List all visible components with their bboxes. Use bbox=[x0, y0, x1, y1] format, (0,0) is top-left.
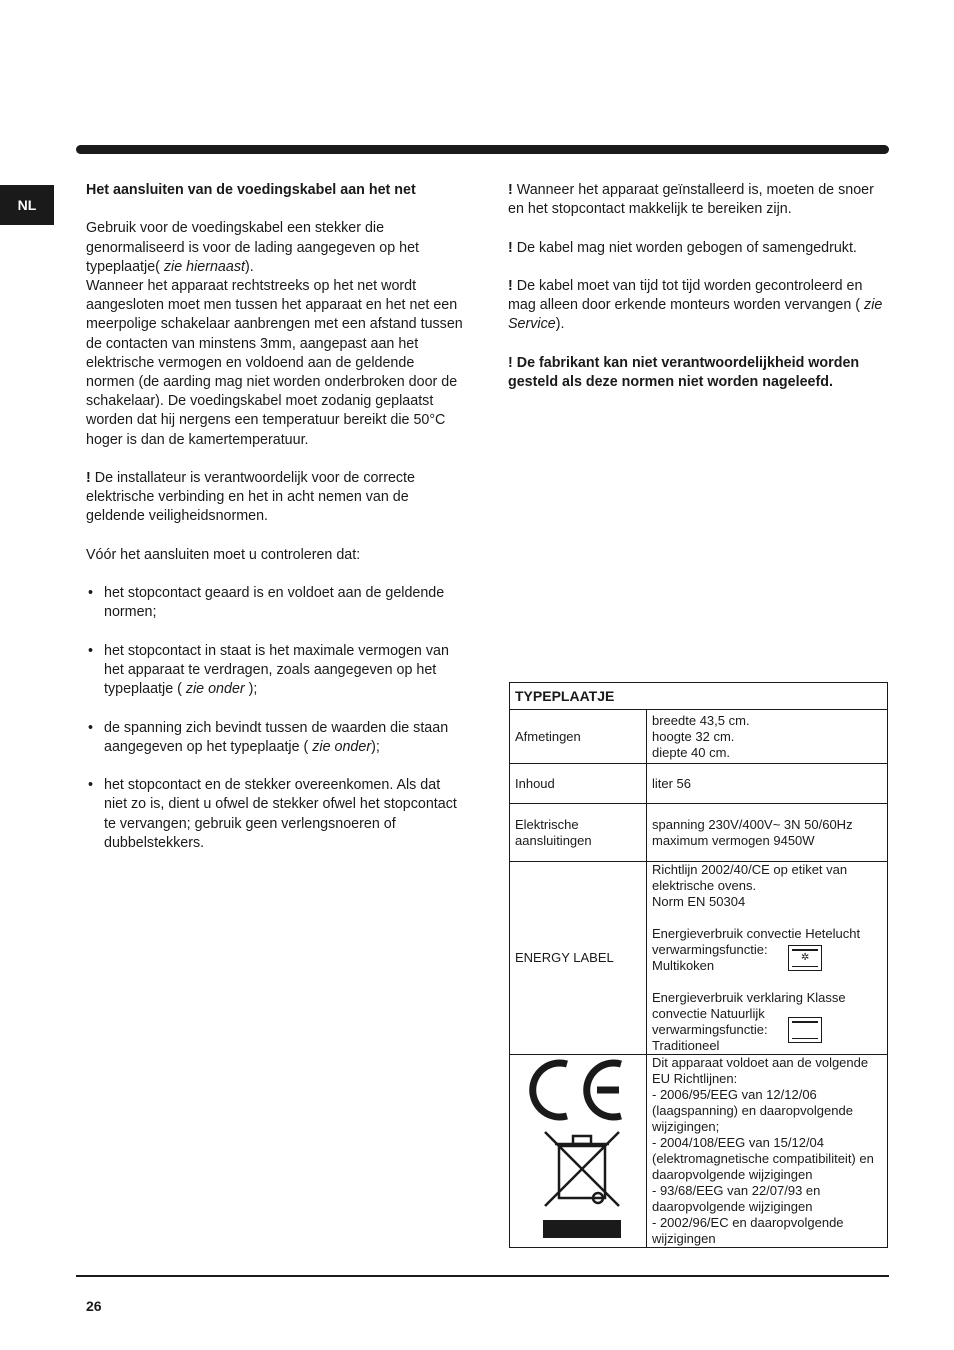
paragraph-check: Vóór het aansluiten moet u controleren dat: bbox=[86, 546, 361, 563]
text-line: - 2006/95/EEG van 12/12/06 (laagspanning) en daaropvolgende wijzigingen; bbox=[652, 1087, 853, 1134]
spacer bbox=[652, 910, 883, 926]
volume-value: liter 56 bbox=[647, 764, 888, 804]
text-span: ); bbox=[371, 738, 380, 755]
text-line: aansluitingen bbox=[515, 832, 592, 848]
text-span: ). bbox=[555, 316, 565, 333]
text-block bbox=[652, 942, 768, 974]
text-line: - 2002/96/EC en daaropvolgende wijzigingen bbox=[652, 1215, 844, 1246]
list-item bbox=[86, 642, 466, 700]
ce-weee-marks bbox=[515, 1056, 635, 1242]
fan-oven-icon bbox=[788, 945, 822, 971]
text-span: De installateur is verantwoordelijk voor de correcte elektrische verbinding en het in acht nemen van de geldende veiligheidsnormen. bbox=[86, 470, 415, 525]
text-line: Dit apparaat voldoet aan de volgende EU Richtlijnen: bbox=[652, 1055, 869, 1086]
table-row bbox=[510, 764, 888, 804]
electric-value bbox=[647, 804, 888, 862]
warning-mark: ! bbox=[86, 470, 91, 487]
text-line: verwarmingsfunctie: bbox=[652, 942, 768, 957]
text-em: zie onder bbox=[312, 738, 372, 755]
language-label: NL bbox=[17, 197, 37, 213]
text-span: De kabel moet van tijd tot tijd worden gecontroleerd en mag alleen door erkende monteurs worden vervangen ( bbox=[508, 277, 865, 314]
ce-mark-icon bbox=[533, 1063, 621, 1117]
text-line: Richtlijn 2002/40/CE op etiket van elektrische ovens. bbox=[652, 862, 848, 893]
text-line: - 93/68/EEG van 22/07/93 en daaropvolgende wijzigingen bbox=[652, 1183, 821, 1214]
energy-value bbox=[647, 862, 888, 1055]
weee-bar bbox=[543, 1220, 621, 1238]
list-item bbox=[86, 719, 466, 757]
warning-mark: ! bbox=[508, 354, 513, 371]
paragraph-switch: Wanneer het apparaat rechtstreeks op het net wordt aangesloten moet men tussen het apparaat en het net een meerpolige schakelaar aanbrengen met een afstand tussen de contacten van minstens 3mm, aangepast aan het elektrische vermogen en voldoend aan de geldende normen (de aarding mag niet worden onderbroken door de schakelaar). De voedingskabel moet zodanig geplaatst worden dat hij nergens een temperatuur bereikt die 50°C hoger is dan de kamertemperatuur. bbox=[86, 278, 463, 448]
spacer bbox=[652, 974, 883, 990]
text-span: het stopcontact in staat is het maximale vermogen van het apparaat te verdragen, zoals aangegeven op het typeplaatje ( bbox=[104, 642, 449, 698]
dims-height: hoogte 32 cm. bbox=[652, 728, 735, 744]
list-item: • het stopcontact geaard is en voldoet aan de geldende normen; bbox=[86, 584, 466, 622]
right-column bbox=[508, 181, 888, 411]
text-line: Norm EN 50304 bbox=[652, 894, 746, 909]
paragraph-installer bbox=[86, 469, 466, 527]
paragraph-inspect bbox=[508, 277, 888, 335]
paragraph-accessible bbox=[508, 181, 888, 219]
text-line: Energieverbruik convectie Hetelucht bbox=[652, 926, 861, 941]
typeplate-title: TYPEPLAATJE bbox=[510, 683, 888, 710]
warning-mark: ! bbox=[508, 277, 513, 294]
text-line: Traditioneel bbox=[652, 1038, 720, 1053]
text-em: zie hiernaast bbox=[163, 258, 245, 275]
paragraph-liability bbox=[508, 354, 888, 392]
top-rule bbox=[76, 145, 889, 154]
text-line: Energieverbruik verklaring Klasse bbox=[652, 990, 846, 1005]
table-row bbox=[510, 710, 888, 764]
text-block bbox=[652, 1006, 768, 1054]
page-number: 26 bbox=[86, 1298, 102, 1314]
text-span: de spanning zich bevindt tussen de waarden die staan aangegeven op het typeplaatje ( bbox=[104, 719, 449, 755]
voltage-text: spanning 230V/400V~ 3N 50/60Hz bbox=[652, 816, 853, 832]
marks-cell bbox=[510, 1055, 647, 1248]
electric-label bbox=[510, 804, 647, 862]
text-line: verwarmingsfunctie: bbox=[652, 1022, 768, 1037]
text-em: zie Service bbox=[508, 297, 883, 333]
table-row bbox=[510, 804, 888, 862]
warning-mark: ! bbox=[508, 182, 513, 198]
warning-mark: ! bbox=[508, 239, 513, 256]
left-column bbox=[86, 181, 466, 872]
dims-value bbox=[647, 710, 888, 764]
table-row bbox=[510, 1055, 888, 1248]
typeplate-table bbox=[509, 682, 888, 1248]
fan-icon: ✲ bbox=[801, 952, 810, 963]
text-span: Wanneer het apparaat geïnstalleerd is, moeten de snoer en het stopcontact makkelijk te bereiken zijn. bbox=[508, 182, 874, 218]
section-heading: Het aansluiten van de voedingskabel aan het net bbox=[86, 182, 416, 198]
paragraph-plug bbox=[86, 219, 466, 277]
weee-bin-icon bbox=[545, 1132, 619, 1206]
power-text: maximum vermogen 9450W bbox=[652, 832, 815, 848]
energy-label: ENERGY LABEL bbox=[510, 862, 647, 1055]
volume-label: Inhoud bbox=[510, 764, 647, 804]
conventional-oven-icon bbox=[788, 1017, 822, 1043]
paragraph-bend bbox=[508, 239, 888, 258]
dims-label: Afmetingen bbox=[510, 710, 647, 764]
text-line: Multikoken bbox=[652, 958, 715, 973]
text-span: Gebruik voor de voedingskabel een stekker die genormaliseerd is voor de lading aangegeven op het typeplaatje( bbox=[86, 220, 420, 275]
text-span: De fabrikant kan niet verantwoordelijkheid worden gesteld als deze normen niet worden nageleefd. bbox=[508, 354, 860, 390]
bottom-rule bbox=[76, 1275, 889, 1277]
text-em: zie onder bbox=[185, 681, 245, 698]
dims-depth: diepte 40 cm. bbox=[652, 744, 731, 760]
text-line: Elektrische bbox=[515, 816, 579, 832]
eu-directives bbox=[647, 1055, 888, 1248]
language-tab bbox=[0, 185, 54, 225]
table-row bbox=[510, 683, 888, 710]
dims-width: breedte 43,5 cm. bbox=[652, 712, 750, 728]
text-span: De kabel mag niet worden gebogen of samengedrukt. bbox=[512, 239, 857, 256]
list-item: • het stopcontact en de stekker overeenkomen. Als dat niet zo is, dient u ofwel de stekker ofwel het stopcontact te vervangen; gebruik geen verlengsnoeren of dubbelstekkers. bbox=[86, 776, 466, 853]
text-span: ); bbox=[244, 681, 258, 698]
text-span: ). bbox=[244, 258, 254, 275]
table-row bbox=[510, 862, 888, 1055]
checklist bbox=[86, 584, 466, 853]
icon-line bbox=[652, 1006, 822, 1054]
icon-line bbox=[652, 942, 822, 974]
text-line: - 2004/108/EEG van 15/12/04 (elektromagnetische compatibiliteit) en daaropvolgende wijzigingen bbox=[652, 1135, 874, 1182]
text-line: convectie Natuurlijk bbox=[652, 1006, 765, 1021]
